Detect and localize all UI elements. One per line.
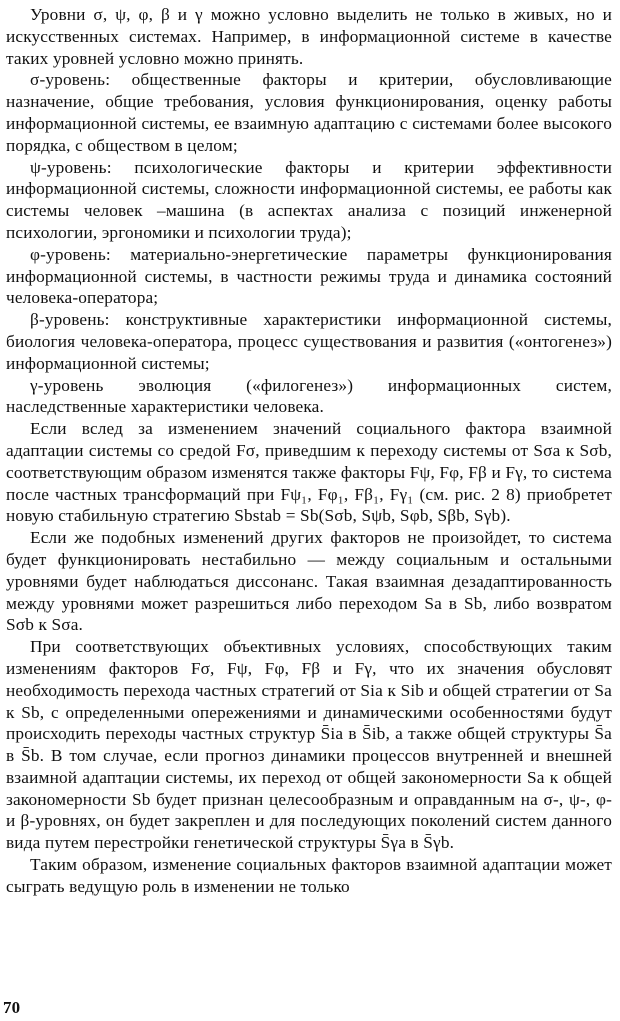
paragraph-phi-level: φ-уровень: материально-энергетические параметры функционирования информационной системы, в частности режимы труда и динамика состояний человека-оператора;	[6, 244, 612, 308]
page-number: 70	[3, 998, 21, 1018]
text-body	[6, 4, 612, 898]
paragraph-dissonance: Если же подобных изменений других факторов не произойдет, то система будет функционировать нестабильно — между социальным и остальными уровнями будет наблюдаться диссонанс. Такая взаимная дезадаптированность между уровнями может разрешиться либо переходом Sa в Sb, либо возвратом Sσb к Sσa.	[6, 528, 612, 635]
paragraph-gamma-level: γ-уровень эволюция («филогенез») информационных систем, наследственные характеристики человека.	[6, 375, 612, 417]
paragraph-beta-level: β-уровень: конструктивные характеристики информационной системы, биология человека-оператора, процесс существования и развития («онтогенез») информационной системы;	[6, 310, 612, 373]
paragraph-conclusion: Таким образом, изменение социальных факторов взаимной адаптации может сыграть ведущую роль в изменении не только	[6, 855, 612, 896]
paragraph-levels-intro: Уровни σ, ψ, φ, β и γ можно условно выделить не только в живых, но и искусственных системах. Например, в информационной системе в качестве таких уровней условно можно принять.	[6, 5, 612, 68]
paragraph-sigma-level: σ-уровень: общественные факторы и критерии, обусловливающие назначение, общие требования, условия функционирования, оценку работы информационной системы, ее взаимную адаптацию с системами более высокого порядка, с обществом в целом;	[6, 70, 612, 155]
paragraph-psi-level: ψ-уровень: психологические факторы и критерии эффективности информационной системы, сложности информационной системы, ее работы как системы человек –машина (в аспектах анализа с позиций инженерной психологии, эргономики и психологии труда);	[6, 157, 612, 242]
paragraph-objective-conditions: При соответствующих объективных условиях, способствующих таким изменениям факторов Fσ, Fψ, Fφ, Fβ и Fγ, что их значения обусловят необходимость перехода частных стратегий от Sia к Sib и общей стратегии от Sa к Sb, с определенными опережениями и динамическими особенностями будут происходить переходы частных структур S̄ia в S̄ib, а также общей структуры S̄a в S̄b. В том случае, если прогноз динамики процессов внутренней и внешней взаимной адаптации системы, их переход от общей закономерности Sa к общей закономерности Sb будет признан целесообразным и оправданным на σ-, ψ-, φ- и β-уровнях, он будет закреплен и для последующих поколений систем данного вида путем перестройки генетической структуры S̄γa в S̄γb.	[6, 637, 612, 853]
paragraph-social-factor-transition: Если вслед за изменением значений социального фактора взаимной адаптации системы со средой Fσ, приведшим к переходу системы от Sσa к Sσb, соответствующим образом изменятся также факторы Fψ, Fφ, Fβ и Fγ, то система после частных трансформаций при Fψ₁, Fφ₁, Fβ₁, Fγ₁ (см. рис. 2 8) приобретет новую стабильную стратегию Sbstab = Sb(Sσb, Sψb, Sφb, Sβb, Sγb).	[6, 419, 612, 526]
